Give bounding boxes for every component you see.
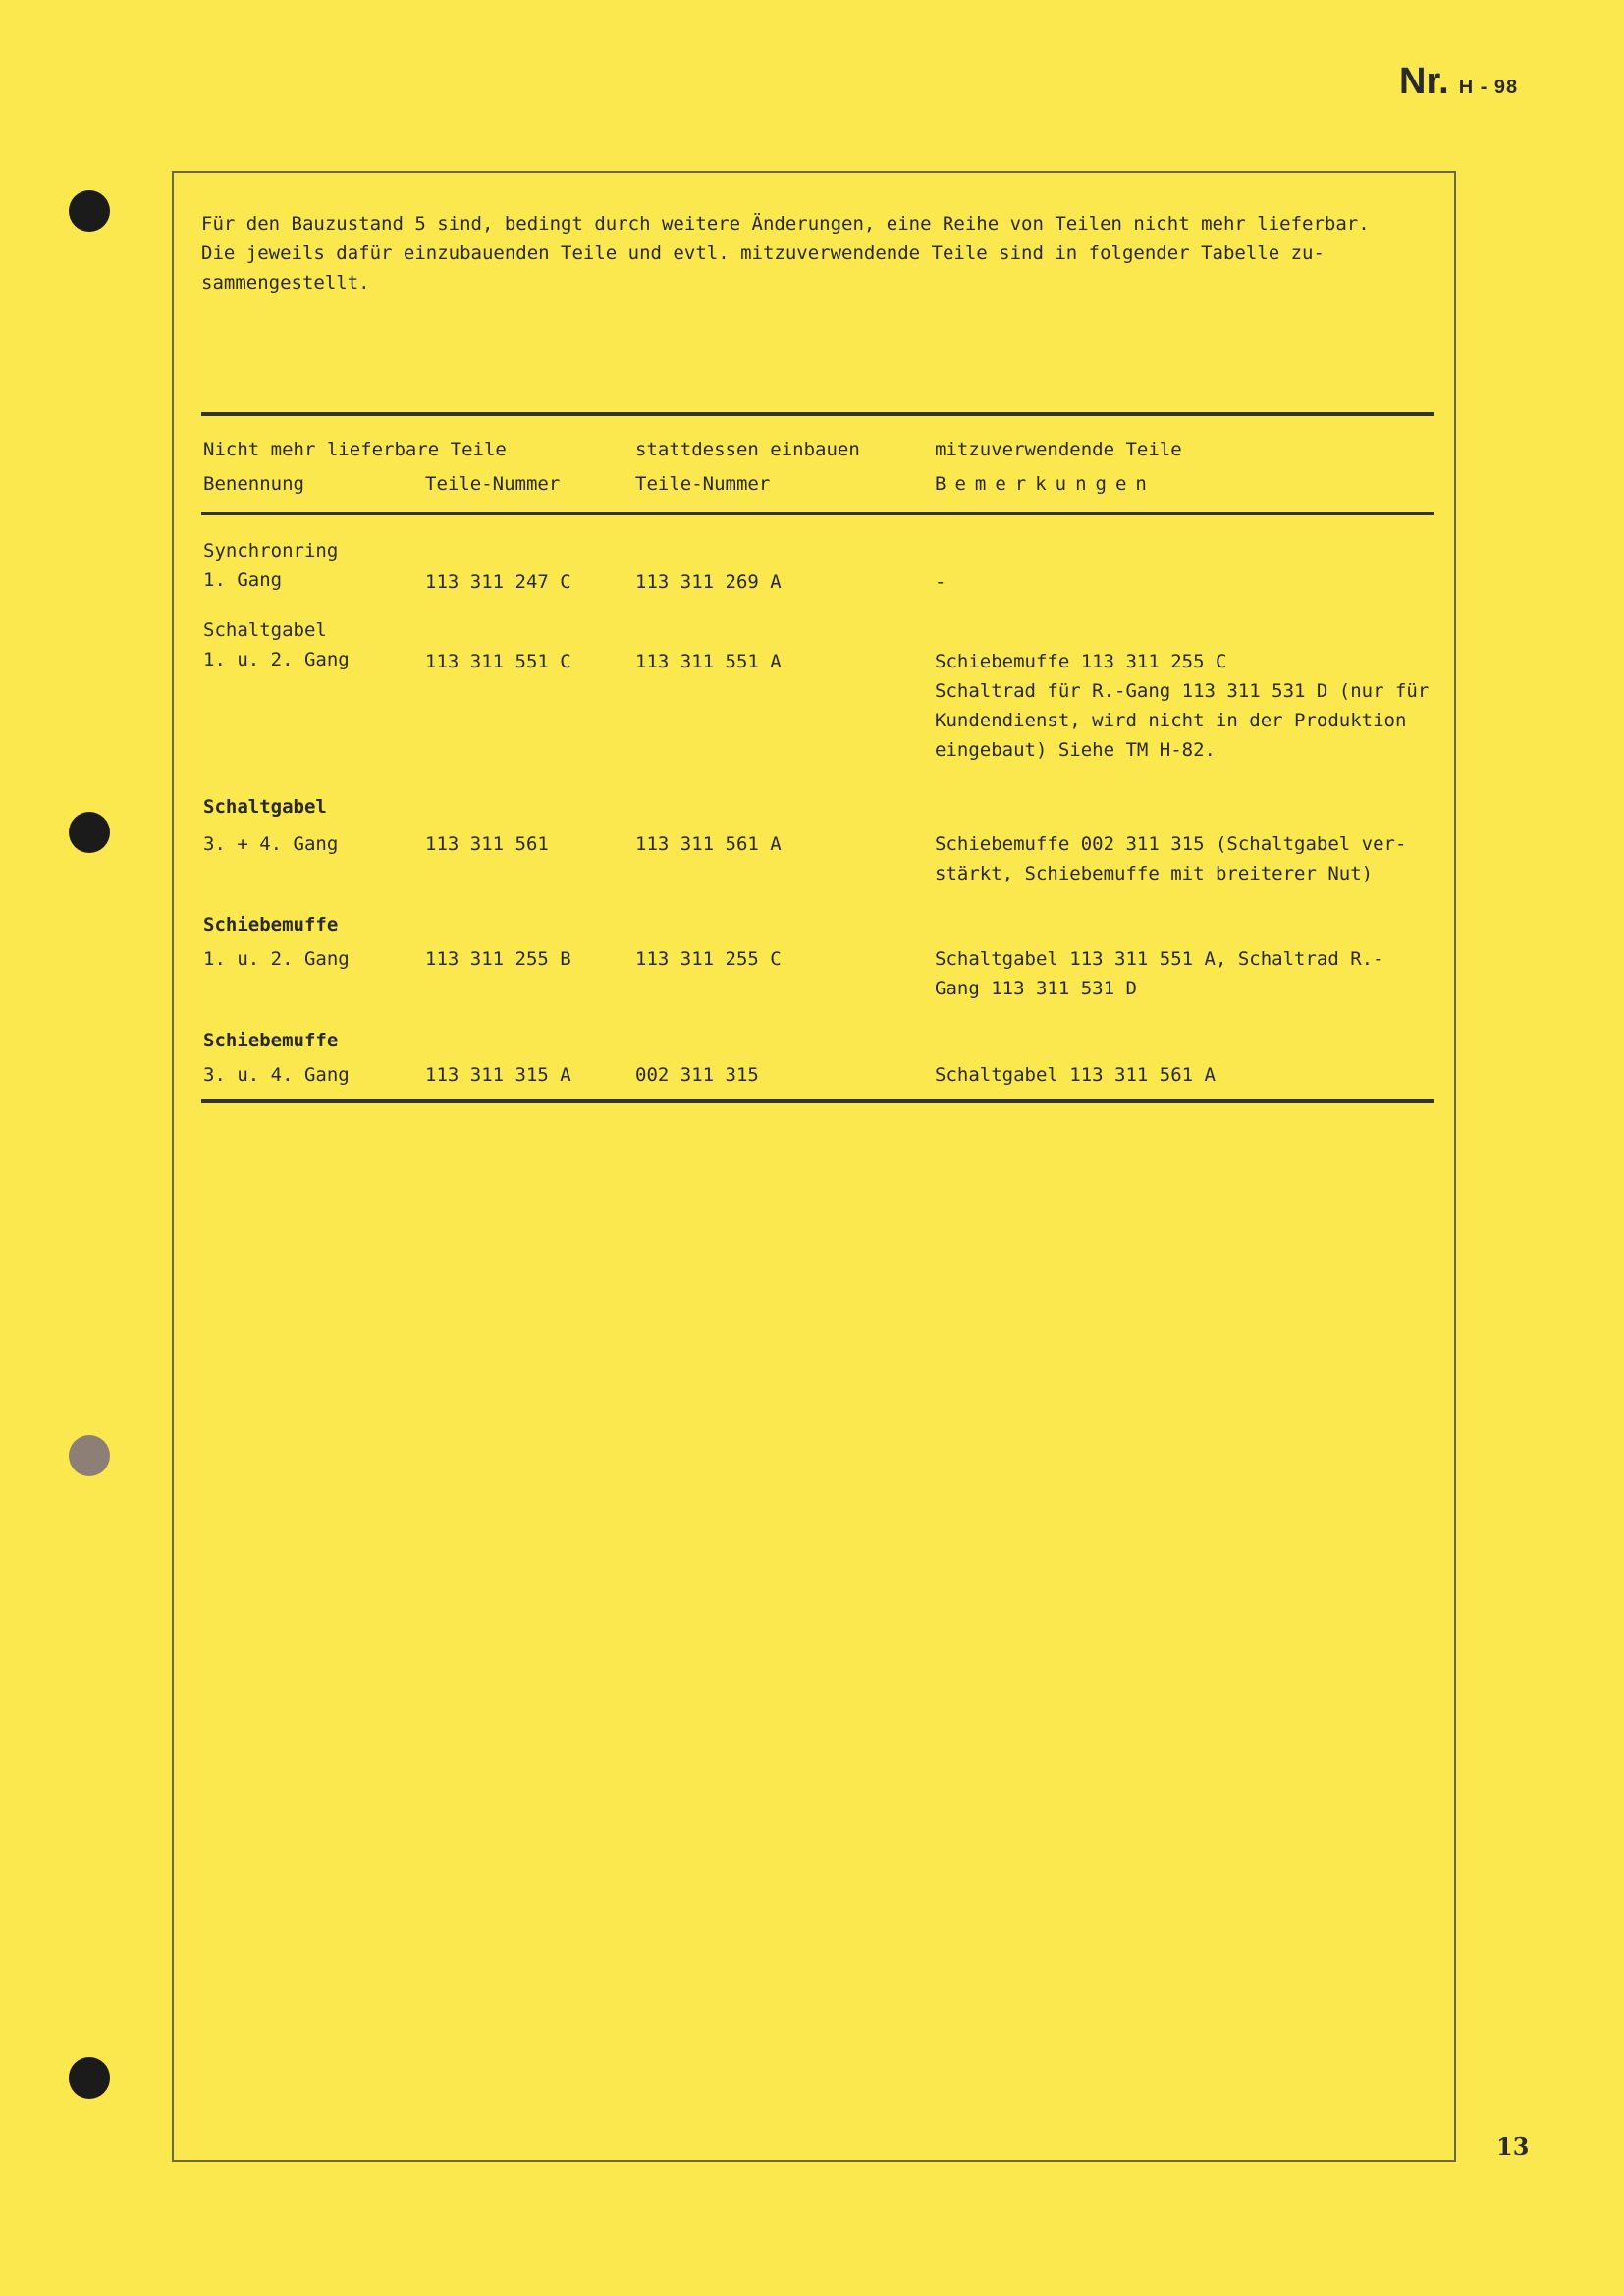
punch-hole bbox=[69, 1435, 110, 1476]
document-number bbox=[1399, 61, 1518, 103]
row-old-part: 113 311 551 C bbox=[425, 651, 571, 672]
row-name-bold: Schaltgabel bbox=[203, 796, 327, 818]
row-new-part: 113 311 551 A bbox=[635, 651, 782, 672]
page-number: 13 bbox=[1496, 2132, 1530, 2161]
content-frame bbox=[172, 171, 1456, 2162]
doc-code: H - 98 bbox=[1458, 77, 1519, 98]
row-name: 3. u. 4. Gang bbox=[203, 1064, 350, 1086]
header-remarks: Bemerkungen bbox=[935, 473, 1156, 495]
row-new-part: 113 311 269 A bbox=[635, 571, 782, 593]
punch-hole bbox=[69, 2057, 110, 2099]
table-bottom-rule bbox=[201, 1099, 1434, 1103]
punch-hole bbox=[69, 812, 110, 853]
header-part-number-new: Teile-Nummer bbox=[635, 473, 771, 495]
punch-hole bbox=[69, 190, 110, 232]
row-name: Schaltgabel 1. u. 2. Gang bbox=[203, 619, 350, 670]
header-also-use: mitzuverwendende Teile bbox=[935, 439, 1182, 460]
row-name-bold: Schiebemuffe bbox=[203, 914, 339, 935]
row-remark: Schiebemuffe 002 311 315 (Schaltgabel ver- stärkt, Schiebemuffe mit breiterer Nut) bbox=[935, 833, 1407, 884]
header-part-number-old: Teile-Nummer bbox=[425, 473, 561, 495]
header-rule bbox=[201, 512, 1434, 515]
row-old-part: 113 311 561 bbox=[425, 833, 549, 855]
row-old-part: 113 311 315 A bbox=[425, 1064, 571, 1086]
row-name: Synchronring 1. Gang bbox=[203, 540, 339, 591]
row-old-part: 113 311 255 B bbox=[425, 948, 571, 970]
header-not-available: Nicht mehr lieferbare Teile bbox=[203, 439, 507, 460]
header-designation: Benennung bbox=[203, 473, 304, 495]
table-top-rule bbox=[201, 412, 1434, 416]
row-new-part: 113 311 561 A bbox=[635, 833, 782, 855]
header-install-instead: stattdessen einbauen bbox=[635, 439, 860, 460]
intro-text: Für den Bauzustand 5 sind, bedingt durch weitere Änderungen, eine Reihe von Teilen nicht mehr lieferbar. Die jeweils dafür einzubauenden Teile und evtl. mitzuverwendende Teile sind in folgender Tabelle zu- sammengestellt. bbox=[201, 213, 1370, 294]
row-remark: Schiebemuffe 113 311 255 C Schaltrad für R.-Gang 113 311 531 D (nur für Kundendienst, wird nicht in der Produktion eingebaut) Siehe TM H-82. bbox=[935, 651, 1430, 761]
row-old-part: 113 311 247 C bbox=[425, 571, 571, 593]
row-new-part: 113 311 255 C bbox=[635, 948, 782, 970]
row-remark: - bbox=[935, 571, 947, 593]
row-name-bold: Schiebemuffe bbox=[203, 1030, 339, 1051]
row-name: 3. + 4. Gang bbox=[203, 833, 339, 855]
row-name: 1. u. 2. Gang bbox=[203, 948, 350, 970]
nr-label: Nr. bbox=[1399, 61, 1449, 102]
row-new-part: 002 311 315 bbox=[635, 1064, 759, 1086]
row-remark: Schaltgabel 113 311 561 A bbox=[935, 1064, 1216, 1086]
row-remark: Schaltgabel 113 311 551 A, Schaltrad R.- Gang 113 311 531 D bbox=[935, 948, 1384, 999]
